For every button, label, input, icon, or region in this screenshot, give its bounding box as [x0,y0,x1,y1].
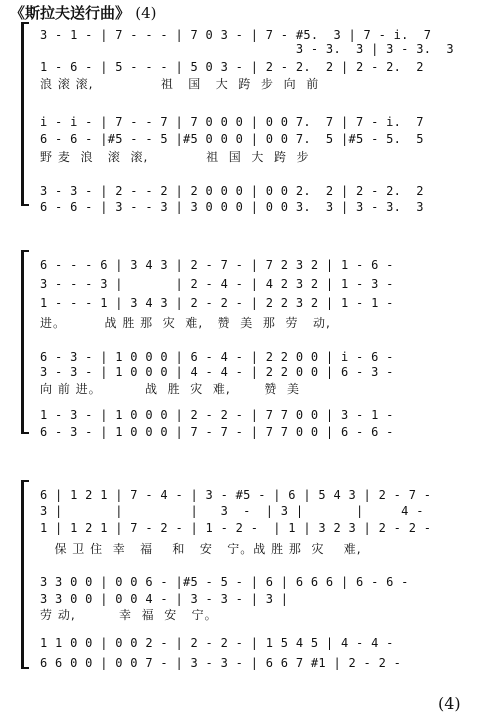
system-3-lyric-2: 劳 动, 幸 福 安 宁。 [40,608,218,622]
score-title-number: (4) [135,4,157,22]
system-1-lyric-1: 浪 滚 滚, 祖 国 大 跨 步 向 前 [40,77,320,91]
system-1-line-4: i - i - | 7 - - 7 | 7 0 0 0 | 0 0 7. 7 | 7 - i. 7 [40,115,424,129]
system-3-line-1: 6 | 1 2 1 | 7 - 4 - | 3 - #5 - | 6 | 5 4 3 | 2 - 7 - [40,488,432,502]
system-1-lyric-2: 野 麦 浪 滚 滚, 祖 国 大 跨 步 [40,150,310,164]
system-3-line-2: 3 | | | 3 - | 3 | | 4 - [40,504,424,518]
system-1-line-2: 3 - 3. 3 | 3 - 3. 3 [40,42,454,56]
system-3-lyric-1: 保 卫 住 幸 福 和 安 宁。战 胜 那 灾 难, [40,542,362,556]
system-2-line-6: 1 - 3 - | 1 0 0 0 | 2 - 2 - | 7 7 0 0 | 3 - 1 - [40,408,394,422]
system-1-line-5: 6 - 6 - |#5 - - 5 |#5 0 0 0 | 0 0 7. 5 |#5 - 5. 5 [40,132,424,146]
system-3-line-4: 3 3 0 0 | 0 0 6 - |#5 - 5 - | 6 | 6 6 6 | 6 - 6 - [40,575,409,589]
system-1-line-1: 3 - 1 - | 7 - - - | 7 0 3 - | 7 - #5. 3 | 7 - i. 7 [40,28,432,42]
system-1-bracket [21,22,29,206]
system-2-bracket [21,250,29,434]
score-title-text: 《斯拉夫送行曲》 [10,4,131,22]
system-3-line-7: 6 6 0 0 | 0 0 7 - | 3 - 3 - | 6 6 7 #1 | 2 - 2 - [40,656,402,670]
system-2-line-7: 6 - 3 - | 1 0 0 0 | 7 - 7 - | 7 7 0 0 | 6 - 6 - [40,425,394,439]
system-2-line-2: 3 - - - 3 | | 2 - 4 - | 4 2 3 2 | 1 - 3 - [40,277,394,291]
system-2-lyric-2: 向 前 进。 战 胜 灾 难, 赞 美 [40,382,300,396]
system-1-line-6: 3 - 3 - | 2 - - 2 | 2 0 0 0 | 0 0 2. 2 | 2 - 2. 2 [40,184,424,198]
system-2-line-1: 6 - - - 6 | 3 4 3 | 2 - 7 - | 7 2 3 2 | 1 - 6 - [40,258,394,272]
score-title [10,2,157,23]
system-3-bracket [21,480,29,669]
page-number: (4) [438,694,461,713]
system-3-line-3: 1 | 1 2 1 | 7 - 2 - | 1 - 2 - | 1 | 3 2 3 | 2 - 2 - [40,521,432,535]
system-3-line-5: 3 3 0 0 | 0 0 4 - | 3 - 3 - | 3 | [40,592,289,606]
system-2-line-4: 6 - 3 - | 1 0 0 0 | 6 - 4 - | 2 2 0 0 | i - 6 - [40,350,394,364]
system-3-line-6: 1 1 0 0 | 0 0 2 - | 2 - 2 - | 1 5 4 5 | 4 - 4 - [40,636,394,650]
system-2-line-3: 1 - - - 1 | 3 4 3 | 2 - 2 - | 2 2 3 2 | 1 - 1 - [40,296,394,310]
system-1-line-3: 1 - 6 - | 5 - - - | 5 0 3 - | 2 - 2. 2 | 2 - 2. 2 [40,60,424,74]
system-1-line-7: 6 - 6 - | 3 - - 3 | 3 0 0 0 | 0 0 3. 3 | 3 - 3. 3 [40,200,424,214]
system-2-lyric-1: 进。 战 胜 那 灾 难, 赞 美 那 劳 动, [40,316,331,330]
system-2-line-5: 3 - 3 - | 1 0 0 0 | 4 - 4 - | 2 2 0 0 | 6 - 3 - [40,365,394,379]
